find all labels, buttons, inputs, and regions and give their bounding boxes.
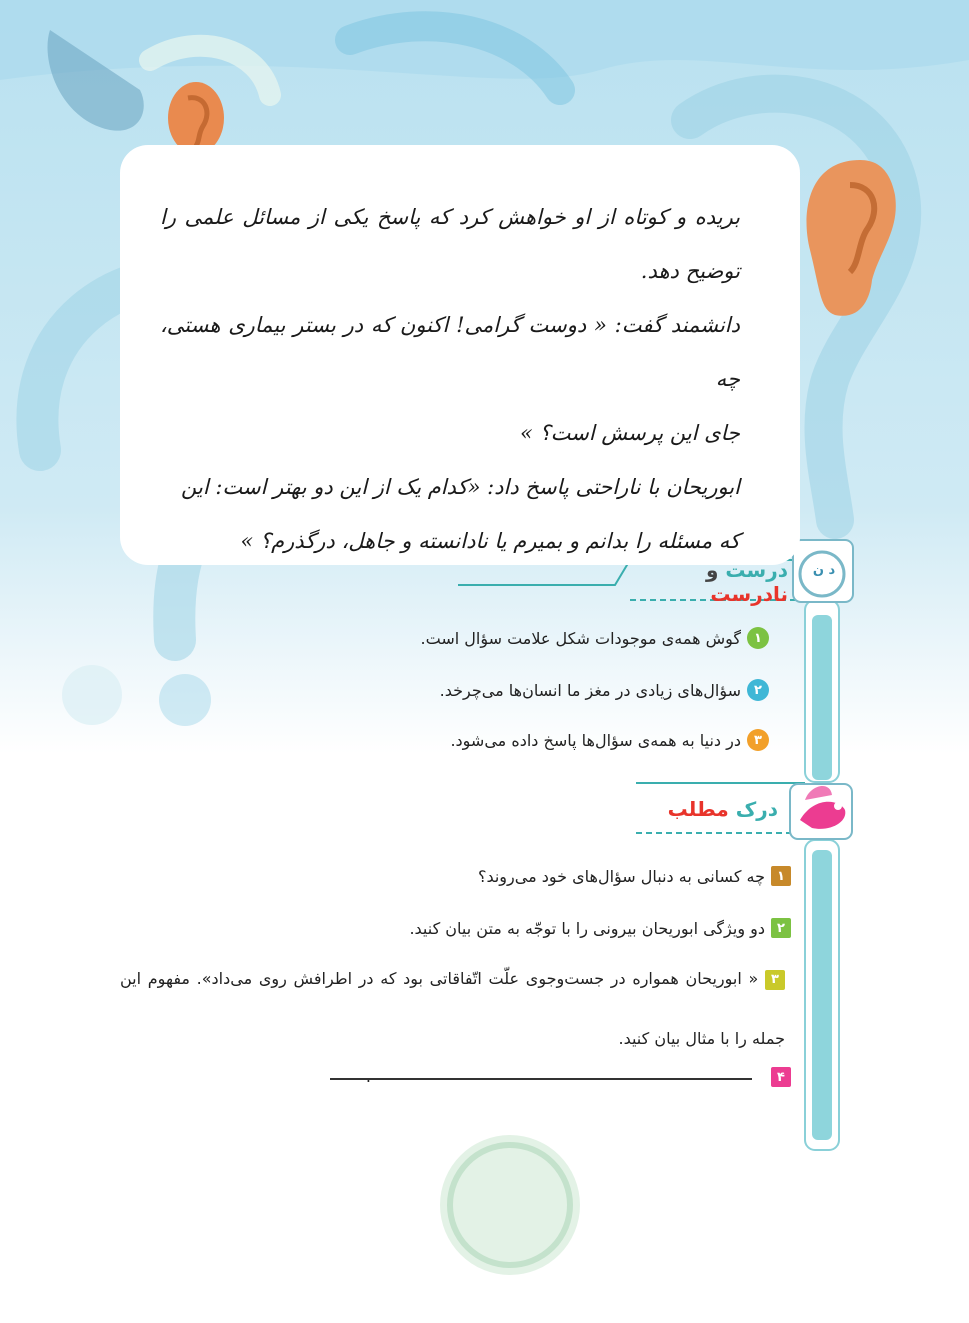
comp-question [120, 949, 785, 1069]
comp-section-title [630, 797, 778, 821]
comp-question [365, 1067, 791, 1087]
item-number-badge: ۴ [771, 1067, 791, 1087]
tf-item [421, 627, 769, 649]
item-number-badge: ۱ [771, 866, 791, 886]
comp-question-text: دو ویژگی ابوریحان بیرونی را با توجّه به متن بیان کنید. [409, 918, 765, 938]
comp-question [478, 866, 791, 886]
tf-section-title [628, 558, 788, 606]
item-number-badge: ۲ [771, 918, 791, 938]
tf-item [450, 729, 769, 751]
ear-illustration-small [168, 82, 224, 154]
tf-badge-letters: د ن [812, 563, 836, 578]
comp-question-text: چه کسانی به دنبال سؤال‌های خود می‌روند؟ [477, 866, 765, 886]
item-number-badge: ۳ [765, 970, 785, 990]
answer-end-dot: . [365, 1067, 371, 1086]
item-number-badge: ۲ [747, 679, 769, 701]
comp-question-text: « ابوریحان همواره در جست‌وجوی علّت اتّفاقاتی بود که در اطرافش روی می‌داد». مفهوم این جمله را با مثال بیان کنید. [120, 969, 785, 1048]
story-text [160, 190, 740, 568]
comp-title-part2: مطلب [667, 797, 729, 821]
story-line: بریده و کوتاه از او خواهش کرد که پاسخ یکی از مسائل علمی را توضیح دهد. [160, 205, 741, 283]
item-number-badge: ۱ [747, 627, 769, 649]
tf-item-text: گوش همه‌ی موجودات شکل علامت سؤال است. [420, 628, 741, 648]
story-line: ابوریحان با ناراحتی پاسخ داد: «کدام یک از این دو بهتر است: این [180, 475, 740, 499]
tf-title-correct: درست [725, 558, 788, 582]
tf-item-text: در دنیا به همه‌ی سؤال‌ها پاسخ داده می‌شود. [450, 730, 741, 750]
tf-title-and: و [705, 558, 719, 582]
story-line: جای این پرسش است؟ » [519, 421, 740, 445]
story-line: که مسئله را بدانم و بمیرم یا نادانسته و جاهل، درگذرم؟ » [240, 529, 740, 553]
tf-item [440, 679, 769, 701]
comp-title-part1: درک [735, 797, 778, 821]
tf-item-text: سؤال‌های زیادی در مغز ما انسان‌ها می‌چرخد. [439, 680, 741, 700]
item-number-badge: ۳ [747, 729, 769, 751]
question-dot-shape [159, 674, 211, 726]
story-line: دانشمند گفت: « دوست گرامی! اکنون که در بستر بیماری هستی، چه [160, 313, 740, 391]
tf-title-incorrect: نادرست [710, 582, 788, 606]
comp-question [409, 918, 791, 938]
